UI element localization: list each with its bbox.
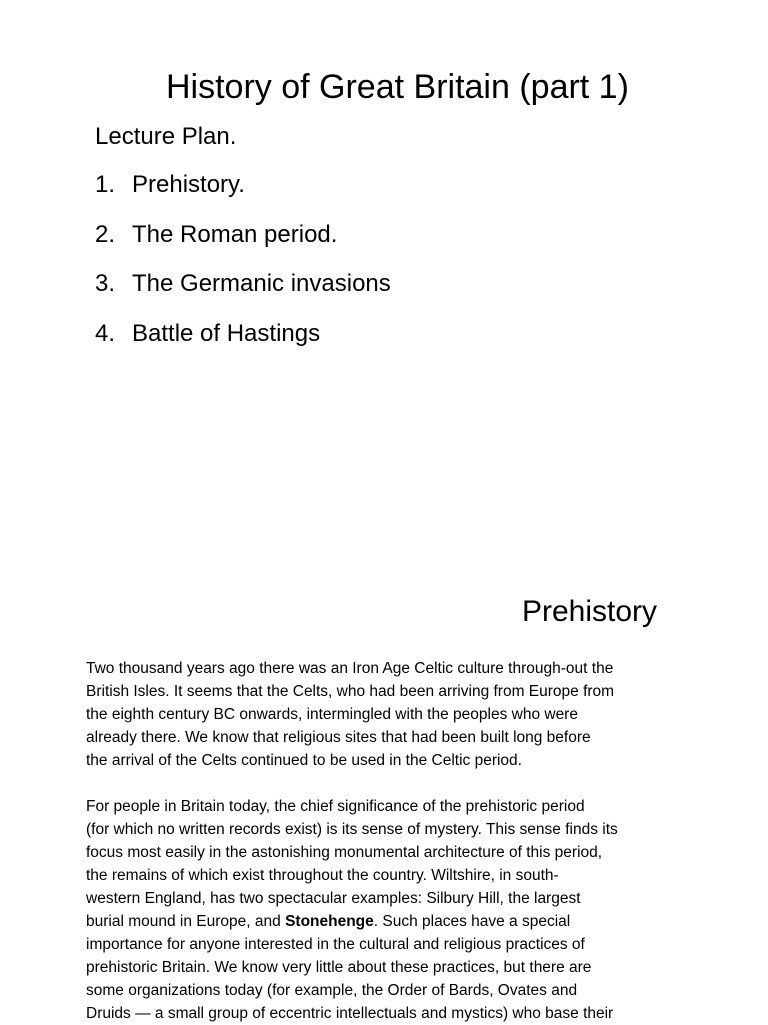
- plan-item: [95, 269, 391, 319]
- plan-item: [95, 170, 391, 220]
- text-line: some organizations today (for example, the Order of Bards, Ovates and: [86, 982, 578, 999]
- text-line: the eighth century BC onwards, intermingled with the peoples who were: [86, 706, 578, 723]
- plan-item-number: 2.: [95, 220, 116, 248]
- text-line: [86, 910, 696, 933]
- prehistory-body-text: [86, 657, 696, 1025]
- slide2-title: Prehistory: [522, 595, 658, 628]
- text-fragment: . Such places have a special: [373, 913, 571, 930]
- text-line: For people in Britain today, the chief significance of the prehistoric period: [86, 798, 585, 815]
- text-line: already there. We know that religious sites that had been built long before: [86, 729, 591, 746]
- text-line: the arrival of the Celts continued to be used in the Celtic period.: [86, 752, 522, 769]
- plan-item-number: 3.: [95, 270, 116, 297]
- text-fragment: burial mound in Europe, and: [86, 913, 286, 930]
- text-line: (for which no written records exist) is its sense of mystery. This sense finds its: [86, 821, 618, 838]
- text-line: prehistoric Britain. We know very little about these practices, but there are: [86, 959, 592, 976]
- plan-item-text: Battle of Hastings: [132, 319, 321, 347]
- lecture-plan-heading: Lecture Plan.: [95, 123, 237, 150]
- text-line: Druids — a small group of eccentric intellectuals and mystics) who base their: [86, 1005, 614, 1022]
- text-line: importance for anyone interested in the cultural and religious practices of: [86, 936, 585, 953]
- text-line: the remains of which exist throughout the country. Wiltshire, in south-: [86, 867, 559, 884]
- paragraph-1: [86, 657, 696, 772]
- paragraph-2: [86, 795, 696, 1025]
- text-line: western England, has two spectacular examples: Silbury Hill, the largest: [86, 890, 581, 907]
- paragraph-gap: [86, 772, 696, 795]
- plan-item: [95, 220, 391, 270]
- plan-item-number: 4.: [95, 319, 116, 347]
- text-line: focus most easily in the astonishing monumental architecture of this period,: [86, 844, 603, 861]
- plan-item: [95, 319, 391, 369]
- text-line: Two thousand years ago there was an Iron Age Celtic culture through-out the: [86, 660, 614, 677]
- plan-item-text: The Germanic invasions: [132, 270, 391, 297]
- plan-item-text: Prehistory.: [132, 171, 245, 198]
- slide1-title: History of Great Britain (part 1): [166, 68, 629, 106]
- text-line: British Isles. It seems that the Celts, who had been arriving from Europe from: [86, 683, 615, 700]
- plan-item-number: 1.: [95, 171, 116, 198]
- stonehenge-bold: Stonehenge: [285, 913, 374, 930]
- plan-item-text: The Roman period.: [132, 220, 338, 248]
- lecture-plan-list: [95, 170, 391, 368]
